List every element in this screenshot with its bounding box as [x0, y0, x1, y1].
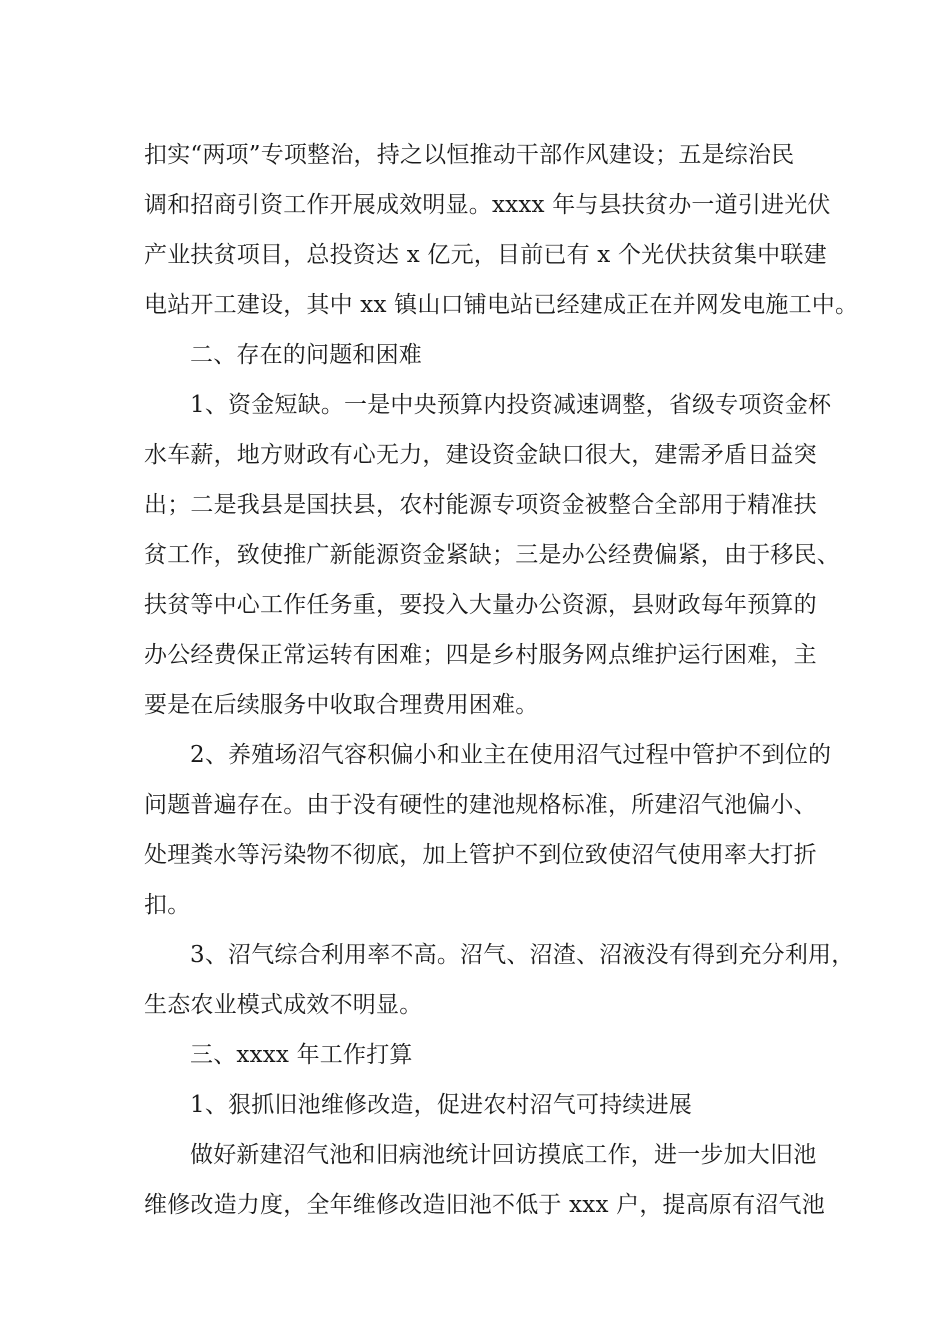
text-line: 出；二是我县是国扶县，农村能源专项资金被整合全部用于精准扶 — [144, 492, 817, 518]
text-line: 问题普遍存在。由于没有硬性的建池规格标准，所建沼气池偏小、 — [144, 792, 817, 818]
text-line: 办公经费保正常运转有困难；四是乡村服务网点维护运行困难，主 — [144, 642, 817, 668]
text-line: 处理粪水等污染物不彻底，加上管护不到位致使沼气使用率大打折 — [144, 842, 817, 868]
subsection-heading: 1、狠抓旧池维修改造，促进农村沼气可持续进展 — [190, 1092, 693, 1118]
text-line: 扶贫等中心工作任务重，要投入大量办公资源，县财政每年预算的 — [144, 592, 817, 618]
text-line: 扣实“两项”专项整治，持之以恒推动干部作风建设；五是综治民 — [144, 142, 795, 168]
text-line: 扣。 — [144, 892, 191, 918]
text-line: 贫工作，致使推广新能源资金紧缺；三是办公经费偏紧，由于移民、 — [144, 542, 840, 568]
text-line: 做好新建沼气池和旧病池统计回访摸底工作，进一步加大旧池 — [190, 1142, 817, 1168]
text-line: 2、养殖场沼气容积偏小和业主在使用沼气过程中管护不到位的 — [190, 742, 832, 768]
text-line: 电站开工建设，其中 xx 镇山口铺电站已经建成正在并网发电施工中。 — [144, 292, 859, 318]
text-line: 生态农业模式成效不明显。 — [144, 992, 423, 1018]
text-line: 水车薪，地方财政有心无力，建设资金缺口很大，建需矛盾日益突 — [144, 442, 817, 468]
section-heading: 二、存在的问题和困难 — [190, 342, 422, 368]
text-line: 维修改造力度，全年维修改造旧池不低于 xxx 户，提高原有沼气池 — [144, 1192, 825, 1218]
section-heading: 三、xxxx 年工作打算 — [190, 1042, 413, 1068]
text-line: 产业扶贫项目，总投资达 x 亿元，目前已有 x 个光伏扶贫集中联建 — [144, 242, 827, 268]
text-line: 要是在后续服务中收取合理费用困难。 — [144, 692, 539, 718]
text-line: 1、资金短缺。一是中央预算内投资减速调整，省级专项资金杯 — [190, 392, 832, 418]
text-line: 调和招商引资工作开展成效明显。xxxx 年与县扶贫办一道引进光伏 — [144, 192, 831, 218]
text-line: 3、沼气综合利用率不高。沼气、沼渣、沼液没有得到充分利用， — [190, 942, 855, 968]
